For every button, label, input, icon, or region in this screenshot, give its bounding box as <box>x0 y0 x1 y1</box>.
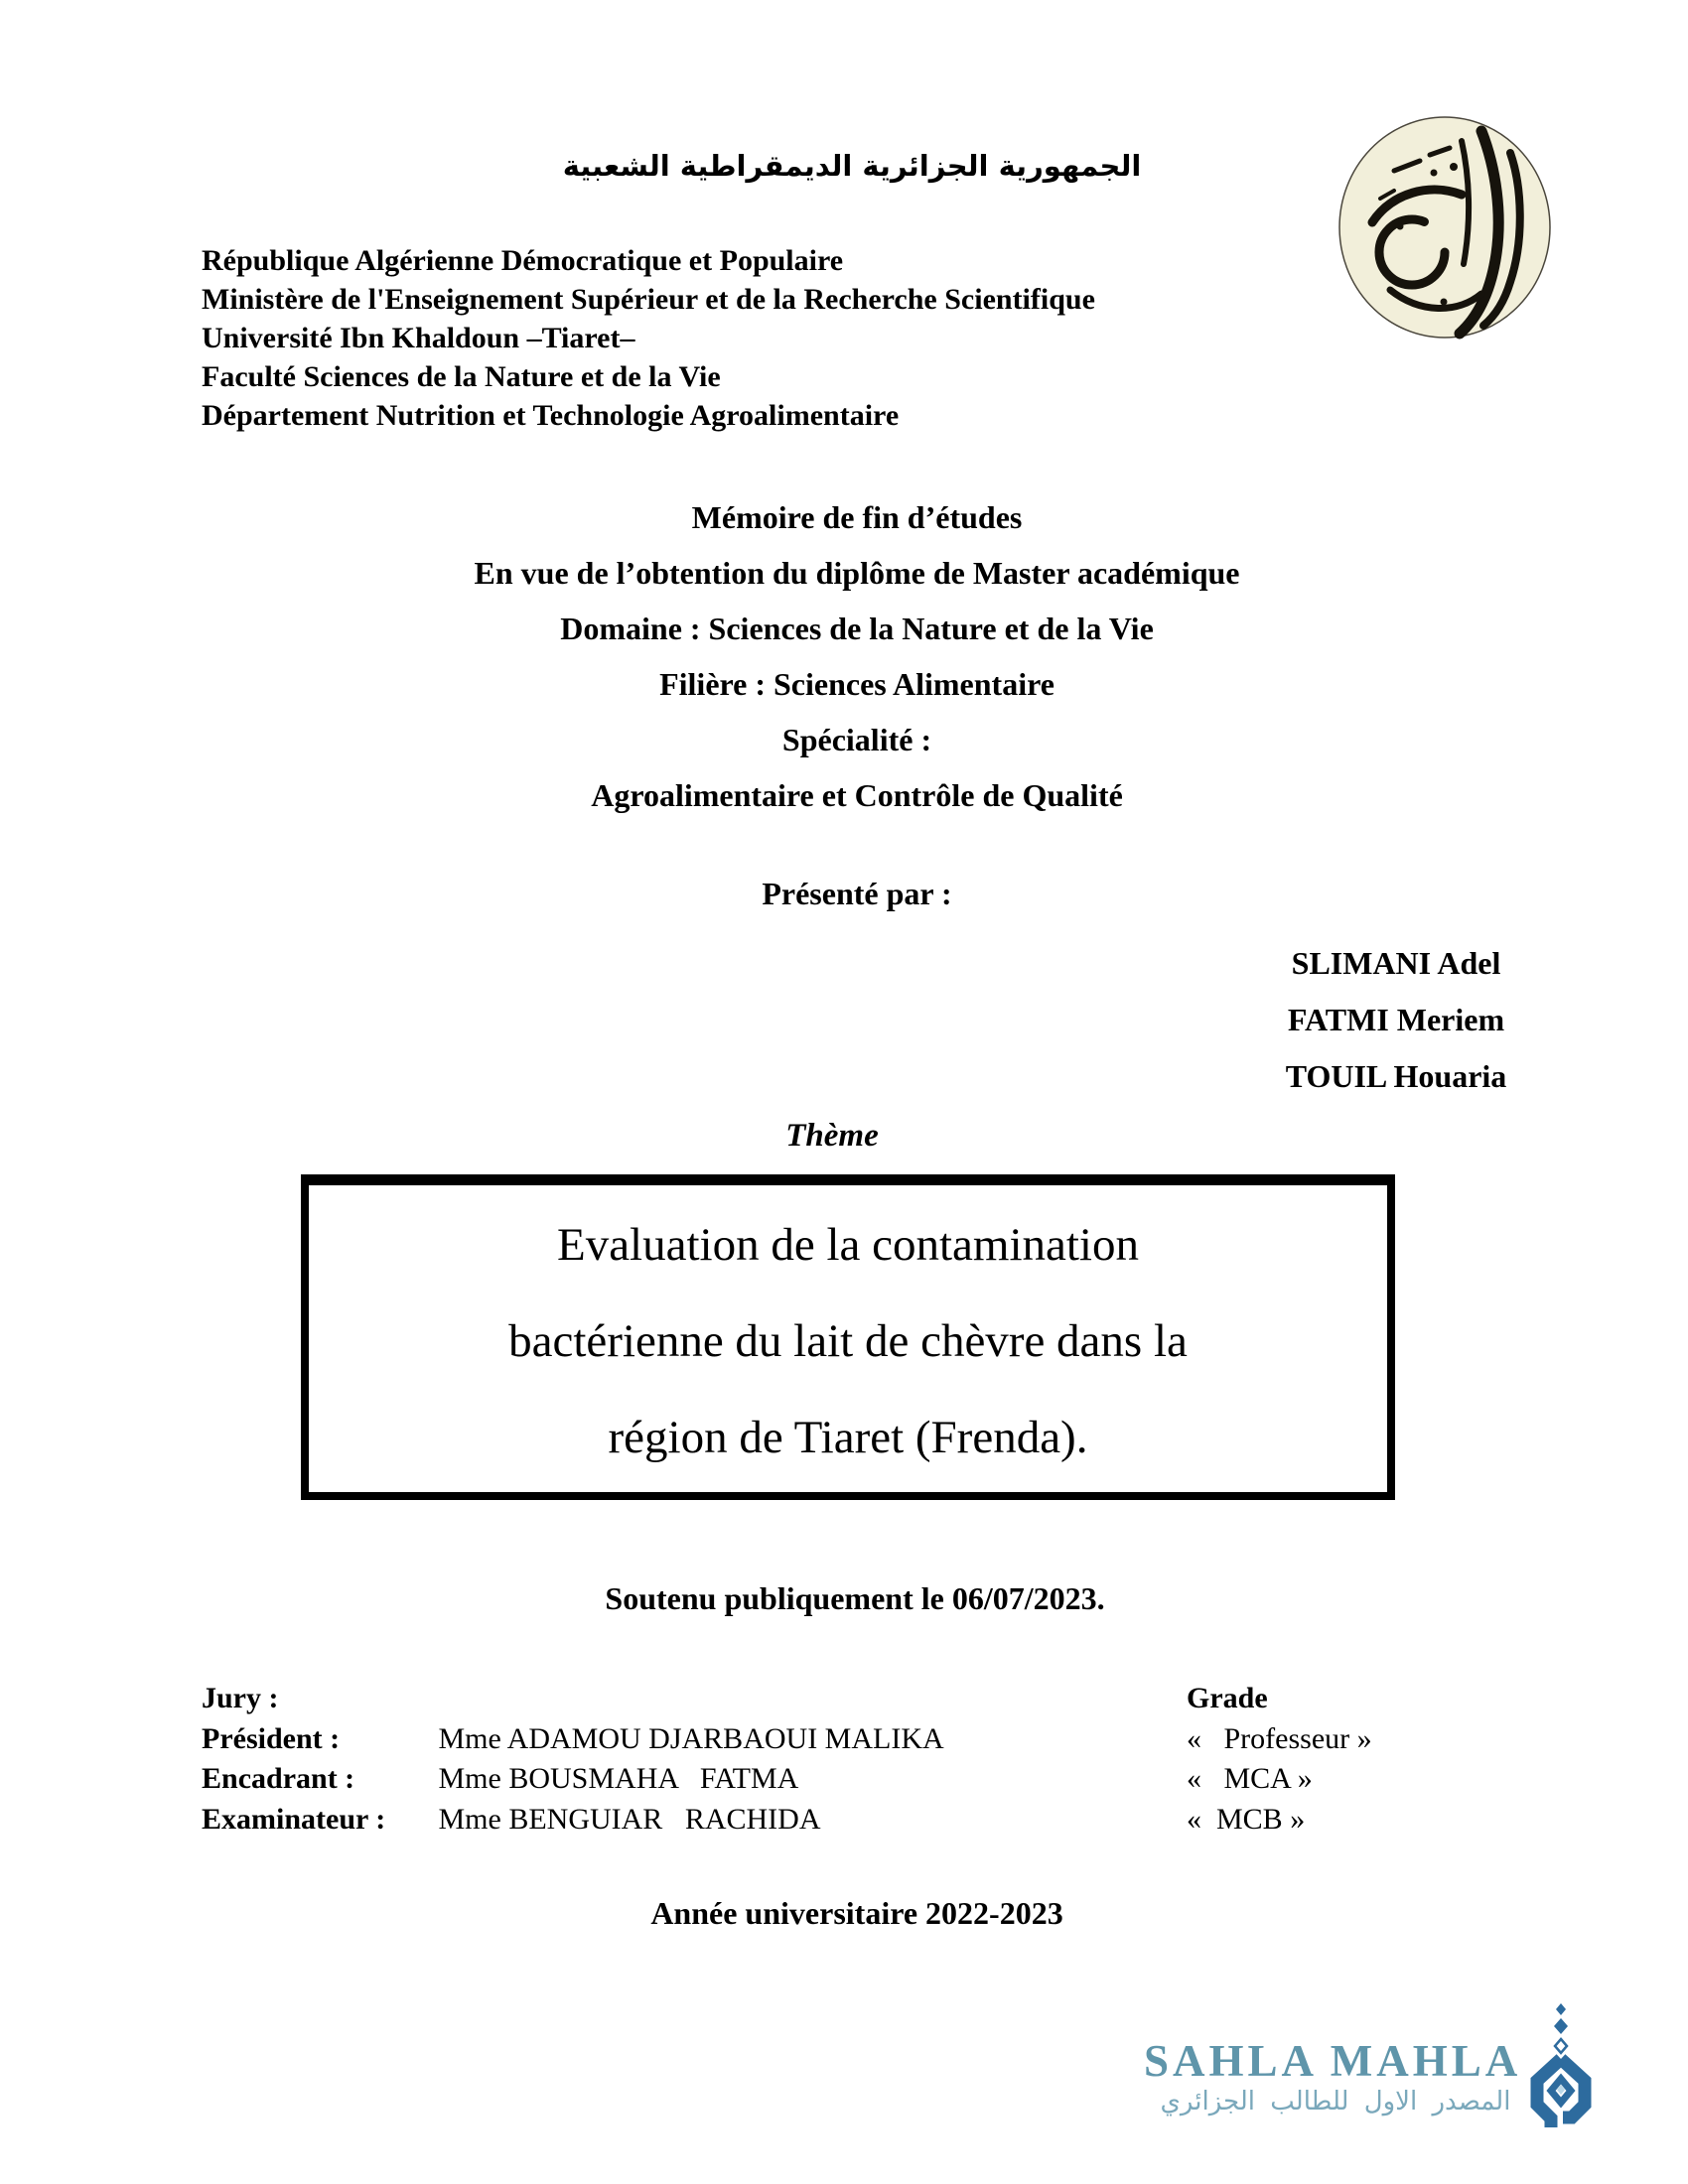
jury-member-name: Mme BENGUIAR RACHIDA <box>438 1802 821 1836</box>
jury-role-label: Encadrant : <box>202 1762 355 1795</box>
thesis-title-box <box>301 1174 1395 1500</box>
institution-header <box>202 241 1095 435</box>
author-name: SLIMANI Adel <box>1291 945 1501 981</box>
ministry-line: Ministère de l'Enseignement Supérieur et de la Recherche Scientifique <box>202 283 1095 316</box>
filiere-line: Filière : Sciences Alimentaire <box>659 666 1055 702</box>
jury-role-label: Examinateur : <box>202 1802 386 1836</box>
theme-label: Thème <box>785 1118 879 1154</box>
watermark-brand <box>1144 2035 1527 2116</box>
kufic-calligraphy-icon <box>1523 2001 1599 2132</box>
university-seal-icon <box>1336 115 1553 340</box>
brand-arabic-tagline: المصدر الاول للطالب الجزائري <box>1160 2087 1511 2116</box>
jury-header-row <box>202 1682 1502 1722</box>
faculty-line: Faculté Sciences de la Nature et de la Vie <box>202 360 721 393</box>
author-name: FATMI Meriem <box>1287 1002 1505 1037</box>
academic-year: Année universitaire 2022-2023 <box>650 1895 1063 1931</box>
jury-member-grade: « MCA » <box>1187 1762 1313 1795</box>
jury-role-label: Président : <box>202 1721 341 1755</box>
presented-by-label: Présenté par : <box>762 876 952 911</box>
jury-member-name: Mme ADAMOU DJARBAOUI MALIKA <box>438 1721 944 1755</box>
authors-list <box>1269 935 1523 1105</box>
department-line: Département Nutrition et Technologie Agroalimentaire <box>202 399 900 432</box>
jury-row-encadrant <box>202 1762 1502 1803</box>
specialite-line: Spécialité : <box>781 722 932 757</box>
arabic-republic-motto: الجمهورية الجزائرية الديمقراطية الشعبية <box>562 149 1142 183</box>
university-line: Université Ibn Khaldoun –Tiaret– <box>202 322 635 354</box>
author-name: TOUIL Houaria <box>1285 1058 1507 1094</box>
degree-block <box>0 489 1688 823</box>
jury-label: Jury : <box>202 1682 279 1714</box>
jury-member-grade: « Professeur » <box>1187 1721 1372 1755</box>
jury-row-examinateur <box>202 1803 1502 1843</box>
republic-line: République Algérienne Démocratique et Populaire <box>202 244 844 277</box>
obtention-line: En vue de l’obtention du diplôme de Master académique <box>474 555 1240 591</box>
domaine-line: Domaine : Sciences de la Nature et de la Vie <box>560 611 1154 646</box>
brand-wordmark: SAHLA MAHLA <box>1144 2036 1522 2086</box>
jury-row-president <box>202 1722 1502 1763</box>
defense-date-statement: Soutenu publiquement le 06/07/2023. <box>605 1580 1105 1616</box>
thesis-title-line: région de Tiaret (Frenda). <box>608 1412 1088 1463</box>
thesis-title-line: bactérienne du lait de chèvre dans la <box>508 1315 1188 1367</box>
jury-section <box>202 1682 1502 1843</box>
grade-column-header: Grade <box>1187 1682 1268 1714</box>
thesis-title-line: Evaluation de la contamination <box>556 1219 1139 1271</box>
jury-member-name: Mme BOUSMAHA FATMA <box>438 1762 799 1795</box>
jury-member-grade: « MCB » <box>1187 1802 1306 1836</box>
specialite-value-line: Agroalimentaire et Contrôle de Qualité <box>591 777 1123 813</box>
memoire-line: Mémoire de fin d’études <box>691 499 1023 535</box>
